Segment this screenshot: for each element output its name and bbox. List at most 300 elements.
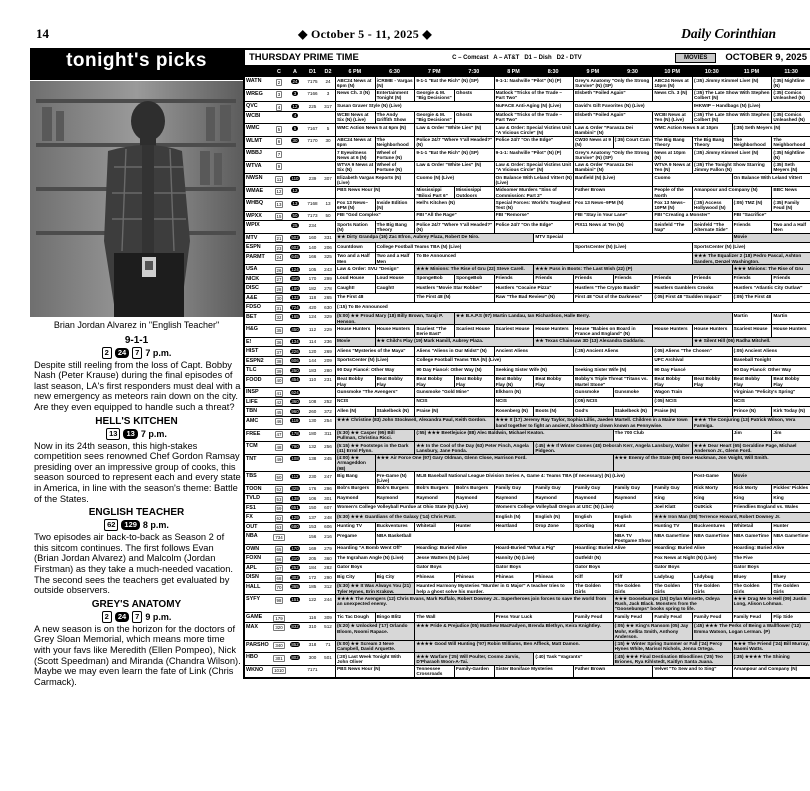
program-listing-cell: (:35) Nightline (N): [771, 77, 810, 89]
program-listing-cell: (:05) NCIS: [652, 398, 731, 407]
grid-row: [245, 512, 810, 522]
program-listing-cell: Police 24/7 "On the Edge": [494, 137, 573, 149]
att-number: 624: [291, 389, 299, 395]
program-listing-cell: Hoarding: Buried Alive: [573, 545, 652, 554]
comcast-channel-chip: 62: [104, 519, 118, 531]
program-listing-cell: OutKick: [692, 504, 732, 513]
program-listing-cell: (:35) Family Feud (N): [771, 199, 810, 211]
program-listing-cell: The Big Bang Theory: [375, 221, 415, 233]
program-listing-cell: Friends: [652, 275, 692, 284]
comcast-channel-chip: 2: [102, 611, 112, 623]
comcast-number: 40: [276, 378, 282, 384]
program-listing-cell: Praise (N): [414, 407, 493, 416]
program-listing-cell: The Ingraham Angle (N) (Live): [335, 554, 414, 563]
program-listing-cell: Hunt: [613, 523, 653, 532]
comcast-number: 50: [276, 474, 282, 480]
movie-listing-cell: ★★★ Iron Man (08) Terrence Howard, Robert Downey Jr.: [652, 513, 810, 522]
program-listing-cell: The Big Bang Theory: [652, 137, 692, 149]
movie-listing-cell: ★★ Silent Hill (06) Radha Mitchell.: [692, 338, 810, 347]
comcast-number: 15: [276, 214, 282, 220]
program-listing-cell: King: [652, 494, 692, 503]
program-listing-cell: Velvet "To Sew and to Sing": [652, 666, 731, 678]
att-number: 252: [291, 565, 299, 571]
program-listing-cell: Haunted Harmony Mysteries "Murder in G Major" A teacher tries to help a ghost solve his murder.: [414, 583, 573, 595]
program-listing-cell: Hustlers "Atlantic City Outlaw": [732, 284, 810, 293]
program-listing-cell: Midsomer Murders "Sins of Commission: Part 2": [494, 187, 573, 199]
program-listing-cell: Gutfeld! (N): [573, 554, 652, 563]
program-listing-cell: (:35) Comics Unleashed (N): [771, 90, 810, 102]
movie-listing-cell: Movie: [732, 234, 810, 243]
program-listing-cell: FBI "God Complex": [335, 212, 414, 221]
dish-number: 150: [308, 505, 317, 511]
program-listing-cell: FBI "Remorse": [494, 212, 573, 221]
dish-number: 182: [308, 285, 317, 291]
att-number: 450: [291, 326, 299, 332]
comcast-channel-chip: 13: [106, 428, 120, 440]
station-call-letters: NBA: [246, 533, 258, 540]
att-number: 50: [292, 213, 298, 219]
program-listing-cell: FBI "Sacrifice": [732, 212, 810, 221]
att-number: 602: [291, 244, 299, 250]
directv-number: 278: [324, 285, 332, 291]
program-listing-cell: (:35) Seth Meyers (N): [771, 162, 810, 174]
directv-number: 360: [324, 555, 332, 561]
program-listing-cell: Raymond: [454, 494, 494, 503]
program-listing-cell: Law & Order: SVU "Design": [335, 265, 414, 274]
grid-row: [245, 622, 810, 640]
grid-row: [245, 454, 810, 472]
directv-number: 282: [324, 565, 332, 571]
movie-listing-cell: ★★★★ Good Will Hunting ('97) Robin Williams, Ben Affleck, Matt Damon.: [414, 641, 612, 653]
program-listing-cell: Sister Boniface Mysteries: [494, 666, 573, 678]
program-listing-cell: Countdown: [335, 243, 375, 252]
grid-row: [245, 233, 810, 243]
program-listing-cell: House "Babies on Board in France and England" (N): [573, 325, 652, 337]
grid-row: [245, 101, 810, 111]
att-number: 134: [291, 339, 299, 345]
dish-number: 114: [308, 339, 317, 345]
station-call-letters: WPXX: [246, 212, 262, 219]
comcast-number: 65: [276, 547, 282, 553]
comcast-number: 23: [276, 245, 282, 251]
program-listing-cell: Praise (N): [652, 407, 731, 416]
program-listing-cell: Family Feud: [652, 613, 692, 622]
grid-row: [245, 441, 810, 454]
grid-row: [245, 302, 810, 312]
grid-row: [245, 252, 810, 265]
program-listing-cell: Bluey: [771, 573, 810, 582]
comcast-number: 7: [277, 151, 281, 157]
program-listing-cell: PIX11 News at Ten (N): [573, 221, 652, 233]
program-listing-cell: Caught!: [335, 284, 375, 293]
dish-number: 140: [308, 244, 317, 250]
dish-number: [304, 112, 321, 124]
program-listing-cell: Raymond: [533, 494, 573, 503]
station-call-letters: OUT: [246, 523, 258, 530]
tonights-picks-sidebar: [30, 48, 243, 778]
grid-row: [245, 312, 810, 325]
station-call-letters: FREE: [246, 430, 261, 437]
program-listing-cell: Ladybug: [652, 573, 692, 582]
grid-row: [245, 148, 810, 161]
att-number: 4: [293, 113, 297, 119]
comcast-number: 59: [276, 506, 282, 512]
att-number: [286, 149, 304, 161]
program-listing-cell: (:35) Nightline (N): [771, 149, 810, 161]
station-call-letters: HALL: [246, 583, 261, 590]
program-listing-cell: Sporting: [573, 523, 613, 532]
dish-number: 132: [308, 443, 317, 449]
program-listing-cell: Jim: [771, 430, 810, 442]
movie-listing-cell: ★★ In the Cool of the Day (63) Peter Finch, Angela Lansbury, Jane Fonda.: [414, 442, 533, 454]
program-listing-cell: Matlock "Tricks of the Trade – Part Two": [494, 90, 573, 102]
program-listing-cell: FBI "Stay in Your Lane": [573, 212, 652, 221]
program-listing-cell: Matlock "Tricks of the Trade – Part Two": [494, 112, 573, 124]
photo-caption: Brian Jordan Alvarez in "English Teacher": [53, 320, 220, 330]
att-number: 316: [291, 276, 299, 282]
provider-col-header: D1: [309, 69, 316, 75]
program-listing-cell: Raw "The Bad Review" (N): [494, 294, 573, 303]
att-number: 129: [291, 514, 299, 520]
grid-row: [245, 293, 810, 303]
directv-number: 280: [324, 367, 332, 373]
program-listing-cell: House Hunters: [771, 325, 810, 337]
program-listing-cell: ABC24 News at 6pm: [335, 137, 375, 149]
time-col-header: 9:30: [627, 69, 638, 75]
provider-col-header: A: [293, 69, 297, 75]
program-listing-cell: PBS News Hour (N): [335, 666, 414, 678]
program-listing-cell: The Neighborhood: [771, 137, 810, 149]
program-listing-cell: (:40) Task "Vagrants": [533, 653, 612, 665]
movie-listing-cell: (5:30) ★★ Casper (95) Bill Pullman, Christina Ricci.: [335, 430, 414, 442]
pick-time: 8 p.m.: [142, 520, 169, 531]
page-content: [0, 48, 810, 778]
grid-row: [245, 198, 810, 211]
station-call-letters: H&G: [246, 326, 258, 333]
program-listing-cell: BBC News: [771, 187, 810, 199]
program-listing-cell: (:15) To Be Announced: [335, 303, 810, 312]
program-listing-cell: English: [613, 513, 653, 522]
station-col-header: [245, 67, 272, 77]
dish-number: 7170: [307, 138, 318, 144]
dish-number: 7171: [307, 667, 318, 673]
program-listing-cell: Seeking Sister Wife (N): [494, 366, 573, 375]
comcast-number: 2: [277, 79, 281, 85]
comcast-number: 4: [277, 104, 281, 110]
program-listing-cell: Friends: [732, 221, 772, 233]
program-listing-cell: Fox 13 News–10PM (N): [652, 199, 692, 211]
dish-number: 169: [308, 546, 317, 552]
program-listing-cell: Friends: [573, 275, 613, 284]
att-number: 325: [291, 486, 299, 492]
program-listing-cell: Baseball Tonight: [732, 357, 810, 366]
program-listing-cell: NBA GameTime: [732, 532, 772, 544]
program-listing-cell: On Balance With Leland Vittert: [732, 174, 810, 186]
comcast-number: [272, 221, 286, 233]
program-listing-cell: (:35) The Late Show With Stephen Colbert (N): [694, 112, 770, 123]
att-number: 360: [291, 399, 299, 405]
program-listing-cell: NBA Basketball: [375, 532, 613, 544]
program-listing-cell: Virginian "Felicity's Spring": [732, 388, 810, 397]
program-listing-cell: Hustlers "The Crypto Bandit": [573, 284, 652, 293]
program-listing-cell: (:35) Seth Meyers (N): [732, 124, 810, 136]
program-listing-cell: NCIS: [732, 398, 810, 407]
station-call-letters: TLC: [246, 367, 257, 374]
movie-listing-cell: ★★★ Dear Heart (65) Geraldine Page, Michael Anderson Jr., Glenn Ford.: [692, 442, 810, 454]
program-listing-cell: First 48 "Out of the Darkness": [573, 294, 652, 303]
program-listing-cell: Loud House: [375, 275, 415, 284]
grid-row: [245, 665, 810, 678]
movie-listing-cell: (:05) ★★ King's Ransom (05) Jay Mohr, Kellita Smith, Anthony Anderson.: [613, 623, 692, 640]
program-listing-cell: Kiff: [613, 573, 653, 582]
dish-number: [304, 388, 321, 397]
comcast-channel-chip: 2: [102, 347, 112, 359]
time-col-header: 8:30: [547, 69, 559, 75]
comcast-number: 66: [276, 556, 282, 562]
station-call-letters: NICK: [246, 275, 260, 282]
att-number: 3: [293, 91, 297, 97]
program-listing-cell: Hustlers Gamblers Crooks: [652, 284, 731, 293]
program-listing-cell: Raymond: [613, 494, 653, 503]
program-listing-cell: Gunsmoke: [613, 388, 653, 397]
program-listing-cell: The Golden Girls: [652, 583, 692, 595]
program-listing-cell: Family Feud: [692, 613, 732, 622]
directv-number: 265: [324, 295, 332, 301]
program-listing-cell: Two and a Half Men: [771, 221, 810, 233]
program-listing-cell: Bingo Blitz: [375, 613, 415, 622]
program-listing-cell: The Golden Girls: [573, 583, 613, 595]
program-listing-cell: WTVA 9 News at Six (N): [337, 162, 374, 173]
directv-number: 71: [325, 642, 331, 648]
station-call-letters: WMC: [246, 125, 260, 132]
station-call-letters: TBN: [246, 408, 258, 415]
dish-number: 105: [308, 266, 317, 272]
program-listing-cell: (:05) Aliens "The Chosen": [652, 347, 731, 356]
directv-number: [321, 221, 335, 233]
station-call-letters: NWSN: [246, 175, 263, 182]
program-listing-cell: House Hunters: [375, 325, 415, 337]
program-listing-cell: Cuomo (N) (Live): [414, 174, 493, 186]
att-number: 226: [291, 348, 299, 354]
program-listing-cell: Elizabeth Vargas Reports (N) (Live): [335, 174, 414, 186]
program-listing-cell: English (N): [533, 513, 573, 522]
program-listing-cell: God's: [573, 407, 613, 416]
grid-row: [245, 111, 810, 124]
directv-number: 247: [324, 473, 332, 479]
program-listing-cell: Women's College Volleyball Purdue at Ohio State (N) (Live): [335, 504, 494, 513]
program-listing-cell: NBA GameTime: [652, 532, 692, 544]
directv-number: [321, 666, 335, 678]
program-listing-cell: Post-Game: [692, 472, 732, 484]
program-listing-cell: The Andy Griffith Show: [375, 112, 415, 124]
att-number: 151: [291, 596, 299, 602]
movie-listing-cell: ★★★ Christine (83) John Stockwell, Alexandra Paul, Keith Gordon.: [335, 417, 494, 429]
movie-listing-cell: (:35) ★★★★ The Shining: [732, 653, 810, 665]
att-number: 210: [291, 555, 299, 561]
program-listing-cell: Hustlers "Cocaine Pizza": [494, 284, 573, 293]
station-call-letters: FOXN: [246, 555, 261, 562]
program-listing-cell: Beat Bobby Flay: [533, 376, 573, 388]
program-listing-cell: Boots (N): [533, 407, 573, 416]
program-listing-cell: Gator Boys: [732, 564, 810, 573]
dish-number: 239: [308, 175, 317, 181]
prime-time-grid: [243, 48, 810, 679]
program-listing-cell: (:05) Ancient Aliens: [732, 347, 810, 356]
program-listing-cell: Gator Boys: [652, 564, 731, 573]
att-number: 302: [291, 574, 299, 580]
program-listing-cell: Gator Boys: [494, 564, 573, 573]
program-listing-cell: Hoard-Buried "What a Pig": [494, 545, 573, 554]
comcast-number: 28: [276, 286, 282, 292]
program-listing-cell: Jim: [732, 430, 772, 442]
grid-row: [245, 211, 810, 221]
station-call-letters: WCBI: [246, 112, 261, 119]
dish-number: 7166: [307, 91, 318, 97]
program-listing-cell: Buckventures: [692, 523, 732, 532]
program-listing-cell: NCIS: [414, 398, 493, 407]
att-number: 502: [291, 235, 299, 241]
att-number: 454: [291, 377, 299, 383]
movie-listing-cell: ★★★ Minions: The Rise of Gru: [732, 265, 810, 274]
program-listing-cell: Bob's Burgers: [335, 485, 375, 494]
comcast-number: 9: [277, 164, 281, 170]
comcast-channel-chip: 7: [132, 347, 142, 359]
dish-number: 184: [308, 565, 317, 571]
comcast-number: 48: [276, 444, 282, 450]
program-listing-cell: Hunter: [771, 523, 810, 532]
dish-number: 318: [308, 642, 317, 648]
station-call-letters: AMC: [246, 417, 259, 424]
grid-row: [245, 429, 810, 442]
movie-listing-cell: ★★★ Puss in Boots: The Last Wish (22) (P): [533, 265, 731, 274]
att-number: 645: [291, 254, 299, 260]
station-call-letters: BET: [246, 313, 257, 320]
comcast-number: 45: [276, 409, 282, 415]
comcast-number: 63: [276, 525, 282, 531]
directv-number: 243: [324, 266, 332, 272]
dish-number: 153: [308, 524, 317, 530]
program-listing-cell: Martin: [771, 313, 810, 325]
program-listing-cell: WCBI News at Ten (N) (Live): [652, 112, 692, 124]
att-number: 30: [292, 138, 298, 144]
movie-listing-cell: (5:00) ★★ Proud Mary (18) Billy Brown, Taraji P. Henson.: [335, 313, 454, 325]
program-listing-cell: Bobby's Triple Threat "Titans vs. Martel Stone": [573, 376, 652, 388]
dish-number: 106: [308, 495, 317, 501]
directv-number: 309: [324, 614, 332, 620]
att-number: 110: [291, 175, 299, 181]
program-listing-cell: Scariest House: [454, 325, 494, 337]
comcast-number: 39: [276, 368, 282, 374]
program-listing-cell: Drop Zone: [533, 523, 573, 532]
program-listing-cell: Cuomo: [652, 174, 731, 186]
comcast-number: 46: [276, 419, 282, 425]
program-listing-cell: Beat Bobby Flay: [414, 376, 454, 388]
movie-listing-cell: (:45) ★★★ The Perks of Being a Wallflower ('12) Emma Watson, Logan Lerman. (P): [692, 623, 810, 640]
comcast-number: 53: [276, 496, 282, 502]
program-listing-cell: Gunsmoke "The Avengers": [335, 388, 414, 397]
att-number: 832: [291, 624, 299, 630]
dish-number: 180: [308, 431, 317, 436]
pick-time: 7 p.m.: [145, 347, 172, 358]
comcast-channel-chip: 7: [132, 611, 142, 623]
directv-number: [321, 388, 335, 397]
program-listing-cell: Ghosts: [454, 112, 494, 124]
program-listing-cell: Pickles' Pickles: [771, 485, 810, 494]
station-call-letters: WLMT: [246, 137, 263, 144]
att-number: 178: [291, 431, 299, 436]
att-number: 132: [291, 295, 299, 301]
program-listing-cell: The First 48: [335, 294, 414, 303]
comcast-number: 13: [276, 201, 282, 207]
program-listing-cell: The First 48 (N): [414, 294, 493, 303]
directv-number: 244: [324, 596, 332, 602]
program-listing-cell: Allen (N): [335, 407, 375, 416]
program-listing-cell: Ladybug: [692, 573, 732, 582]
pick-channels: [30, 347, 243, 359]
program-listing-cell: Law & Order: Special Victims Unit "A Vicious Circle" (N): [495, 124, 572, 135]
directv-number: 301: [324, 495, 332, 501]
program-listing-cell: Fox 13 News–9PM (N): [573, 199, 652, 211]
program-listing-cell: House Hunters: [533, 325, 573, 337]
program-listing-cell: Family Guy: [573, 485, 613, 494]
grid-row: [245, 572, 810, 582]
program-listing-cell: Georgie & M. "Big Decisions": [414, 90, 454, 102]
program-listing-cell: Loud House: [335, 275, 375, 284]
dish-number: [304, 162, 321, 174]
program-listing-cell: Whitetail: [732, 523, 772, 532]
program-listing-cell: Wheel of Fortune (N): [375, 162, 415, 174]
movie-listing-cell: ★★★ Enemy of the State (98) Gene Hackman, Jon Voight, Will Smith.: [613, 455, 810, 472]
movie-listing-cell: (:45) ★★★ Final Destination Bloodlines ('25) Teo Briones, Rya Kihlstedt, Kaitlyn Santa Juana.: [613, 653, 732, 665]
station-call-letters: QVC: [246, 103, 258, 110]
program-listing-cell: Seinfeld "The Nap": [652, 221, 692, 233]
directv-number: 279: [324, 546, 332, 552]
time-col-header: 10:30: [704, 69, 719, 75]
pick-title: 9-1-1: [124, 334, 149, 346]
program-listing-cell: WTVA 9 News at Ten (N): [654, 162, 691, 173]
directv-number: 312: [324, 584, 332, 590]
program-listing-cell: Big City: [335, 573, 375, 582]
grid-row: [245, 89, 810, 102]
program-listing-cell: Hunting TV: [335, 523, 375, 532]
program-listing-cell: College Football Teams TBA (N) (Live): [414, 357, 652, 366]
movie-listing-cell: ★★★ Goosebumps (15) Dylan Minnette, Odeya Rush, Jack Black. Monsters from the "Goosebumps" books spring to life.: [613, 595, 732, 612]
pick-description: Two episodes air back-to-back as Season 2 of this sitcom continues. The first follows Evan (Brian Jordan Alvarez) and Malcolm (Jordan Firstman) as they take a much-needed vacation. The second sees the teachers get evaluated by outside observers.: [34, 532, 233, 596]
directv-number: 252: [324, 399, 332, 405]
program-listing-cell: Aliens "Mysteries of the Maya": [335, 347, 414, 356]
program-listing-cell: Hunter: [454, 523, 494, 532]
movie-listing-cell: (5:30) ★★★ Guardians of the Galaxy ('14) Chris Pratt.: [335, 513, 494, 522]
grid-row: [245, 337, 810, 347]
grid-row: [245, 612, 810, 622]
program-listing-cell: Beat Bobby Flay: [771, 376, 810, 388]
grid-row: [245, 522, 810, 532]
dish-number: 124: [308, 314, 317, 320]
time-col-header: 11:30: [784, 69, 798, 75]
program-listing-cell: Two and a Half Men: [375, 253, 415, 265]
program-listing-cell: People of the North: [652, 187, 692, 199]
comcast-number: 30: [276, 296, 282, 302]
program-listing-cell: The Big Bang Theory: [692, 137, 732, 149]
comcast-number: 31: [276, 305, 282, 311]
program-listing-cell: iCRIME - Vargas (N): [376, 77, 413, 88]
directv-number: 248: [324, 514, 332, 520]
station-call-letters: GAME: [246, 614, 263, 621]
program-listing-cell: Elsbeth "Foiled Again": [573, 90, 652, 102]
program-listing-cell: Hunting TV: [652, 523, 692, 532]
att-number: 250: [291, 367, 299, 373]
program-listing-cell: Bluey: [732, 573, 772, 582]
